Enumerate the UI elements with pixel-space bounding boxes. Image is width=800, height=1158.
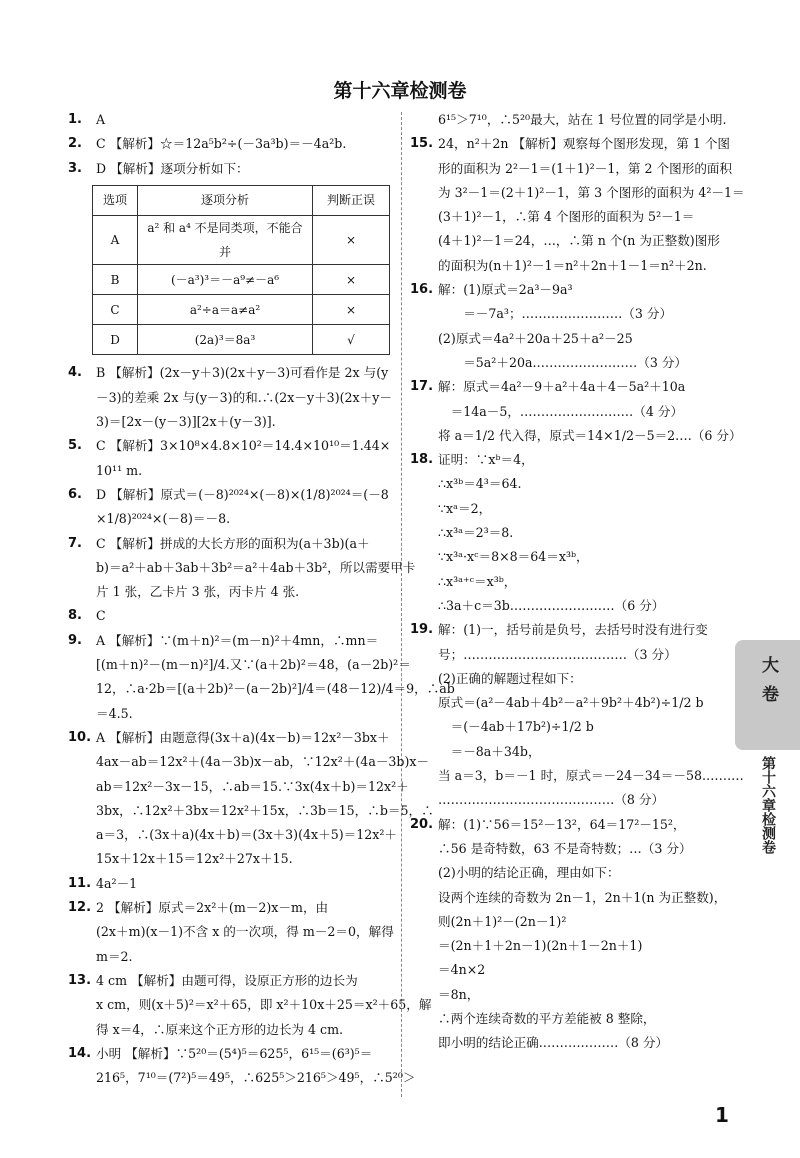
table-row [93, 295, 390, 325]
question-14 [68, 1042, 416, 1091]
answer-line: ab＝12x²－3x－15，∴ab＝15.∵3x(4x＋b)＝12x²＋ [96, 778, 409, 794]
question-number: 2. [68, 136, 82, 152]
answer-line: 即小明的结论正确.………………（8 分） [438, 1035, 669, 1051]
answer-line: x cm，则(x＋5)²＝x²＋65，即 x²＋10x＋25＝x²＋65，解 [96, 997, 432, 1013]
answer-line: 4a²－1 [96, 875, 138, 891]
answer-line: 为 3²－1＝(2＋1)²－1，第 3 个图形的面积为 4²－1＝ [438, 184, 745, 200]
question-number: 5. [68, 438, 82, 454]
table-cell: (－a³)³＝－a⁹≠－a⁶ [138, 265, 313, 295]
answer-line: ＝4.5. [96, 705, 133, 721]
answer-line: A [96, 112, 106, 127]
table-header: 判断正误 [313, 185, 390, 215]
question-number: 7. [68, 535, 82, 551]
answer-line: ＝－8a＋34b， [438, 743, 541, 759]
question-number: 10. [68, 729, 92, 745]
question-11 [68, 872, 393, 896]
answer-line: 24，n²＋2n 【解析】观察每个图形发现，第 1 个图 [438, 136, 731, 152]
question-8 [68, 604, 393, 628]
page-title: 第十六章检测卷 [333, 80, 467, 102]
answer-line: ……………………………………（8 分） [438, 792, 665, 808]
answer-line: ＝－7a³；……………………（3 分） [438, 306, 673, 322]
answer-line: ∴56 是奇特数，63 不是奇特数；…（3 分） [438, 840, 692, 856]
table-cell: (2a)³＝8a³ [138, 325, 313, 355]
answer-line: ∴3a＋c＝3b.……………………（6 分） [438, 597, 665, 613]
question-1 [68, 108, 393, 132]
table-cell: D [93, 325, 138, 355]
answer-line: 15x＋12x＋15＝12x²＋27x＋15. [96, 851, 293, 867]
answer-line: 12，∴a·2b＝[(a＋2b)²－(a－2b)²]/4＝(48－12)/4＝9，∴ab [96, 681, 455, 697]
table-cell: × [313, 215, 390, 265]
question-number: 15. [410, 136, 434, 152]
analysis-table [92, 185, 390, 356]
side-tab [735, 640, 800, 750]
answer-line: －3)的差乘 2x 与(y－3)的和.∴(2x－y＋3)(2x＋y－ [96, 389, 392, 405]
table-header: 选项 [93, 185, 138, 215]
question-19 [410, 618, 744, 812]
answer-line: ∴x³ᵃ＝2³＝8. [438, 525, 514, 541]
answer-line: 3bx，∴12x²＋3bx＝12x²＋15x，∴3b＝15，∴b＝5，∴ [96, 802, 434, 818]
table-cell: a² 和 a⁴ 不是同类项，不能合并 [138, 215, 313, 265]
answer-line: ∴x³ᵇ＝4³＝64. [438, 476, 522, 492]
answer-line: 3)＝[2x－(y－3)][2x＋(y－3)]. [96, 414, 276, 430]
answer-line: 的面积为(n＋1)²－1＝n²＋2n＋1－1＝n²＋2n. [438, 257, 707, 273]
answer-line: 解：原式＝4a²－9＋a²＋4a＋4－5a²＋10a [438, 379, 686, 395]
answer-line: ∴x³ᵃ⁺ᶜ＝x³ᵇ， [438, 573, 517, 589]
answer-line: 2 【解析】原式＝2x²＋(m－2)x－m，由 [96, 900, 329, 916]
answer-line: 6¹⁵＞7¹⁰，∴5²⁰最大，站在 1 号位置的同学是小明. [438, 112, 727, 127]
question-7 [68, 532, 416, 605]
question-number: 1. [68, 112, 82, 127]
question-13 [68, 969, 432, 1042]
question-number: 13. [68, 972, 92, 988]
answer-line: 解：(1)一，括号前是负号，去括号时没有进行变 [438, 622, 708, 638]
answer-line: B 【解析】(2x－y＋3)(2x＋y－3)可看作是 2x 与(y [96, 365, 389, 381]
answer-line: (2)小明的结论正确，理由如下： [438, 865, 620, 881]
table-cell: × [313, 265, 390, 295]
right-column [410, 108, 745, 1056]
question-6 [68, 483, 393, 532]
answer-line: ×1/8)²⁰²⁴×(－8)＝－8. [96, 511, 231, 527]
table-cell: a²÷a＝a≠a² [138, 295, 313, 325]
question-number: 6. [68, 486, 82, 502]
answer-line: ＝8n， [438, 986, 480, 1002]
question-number: 3. [68, 160, 82, 176]
question-12 [68, 896, 393, 969]
answer-line: 解：(1)∵56＝15²－13²，64＝17²－15²， [438, 816, 686, 832]
answer-line: C 【解析】☆＝12a⁵b²÷(－3a³b)＝－4a²b. [96, 136, 347, 152]
answer-line: ＝(2n＋1＋2n－1)(2n＋1－2n＋1) [438, 938, 643, 954]
table-cell: C [93, 295, 138, 325]
question-number: 8. [68, 608, 82, 624]
question-number: 11. [68, 875, 92, 891]
question-20 [410, 813, 730, 1056]
table-cell: A [93, 215, 138, 265]
column-divider [401, 112, 402, 1097]
question-number: 9. [68, 632, 82, 648]
question-number: 17. [410, 379, 434, 395]
question-17 [410, 375, 742, 448]
answer-line: ∵xᵃ＝2， [438, 500, 492, 516]
answer-line: 解：(1)原式＝2a³－9a³ [438, 282, 573, 298]
answer-line: ∴两个连续奇数的平方差能被 8 整除， [438, 1010, 656, 1026]
answer-line: ＝4n×2 [438, 962, 486, 978]
answer-line: D 【解析】逐项分析如下： [96, 160, 249, 176]
answer-line: (2x＋m)(x－1)不含 x 的一次项，得 m－2＝0，解得 [96, 924, 394, 940]
table-cell: √ [313, 325, 390, 355]
answer-line: (2)原式＝4a²＋20a＋25＋a²－25 [438, 330, 633, 346]
answer-line: 得 x＝4，∴原来这个正方形的边长为 4 cm. [96, 1021, 344, 1037]
page-number: 1 [715, 1103, 729, 1127]
table-cell: × [313, 295, 390, 325]
question-number: 14. [68, 1045, 92, 1061]
answer-line: 小明 【解析】∵5²⁰＝(5⁴)⁵＝625⁵，6¹⁵＝(6³)⁵＝ [96, 1045, 373, 1061]
table-row [93, 215, 390, 265]
answer-line: 10¹¹ m. [96, 462, 143, 478]
answer-line: a＝3，∴(3x＋a)(4x＋b)＝(3x＋3)(4x＋5)＝12x²＋ [96, 827, 397, 843]
answer-line: ＝(－4ab＋17b²)÷1/2 b [438, 719, 594, 735]
question-18 [410, 448, 730, 618]
answer-line: 当 a＝3，b＝－1 时，原式＝－24－34＝－58.……… [438, 768, 744, 784]
question-15 [410, 132, 745, 278]
side-chapter-label: 第十六章检测卷 [760, 756, 776, 854]
table-row [93, 265, 390, 295]
question-2 [68, 132, 393, 156]
answer-line: 号；…………………………………（3 分） [438, 646, 677, 662]
question-number: 16. [410, 282, 434, 298]
table-cell: B [93, 265, 138, 295]
answer-line: A 【解析】由题意得(3x＋a)(4x－b)＝12x²－3bx＋ [96, 729, 390, 745]
answer-line: (4＋1)²－1＝24，…，∴第 n 个(n 为正整数)图形 [438, 233, 720, 249]
table-row [93, 325, 390, 355]
question-16 [410, 278, 730, 375]
answer-line: ∵x³ᵃ·xᶜ＝8×8＝64＝x³ᵇ， [438, 549, 589, 565]
answer-line: ＝5a²＋20a.……………………（3 分） [438, 354, 688, 370]
answer-line: D 【解析】原式＝(－8)²⁰²⁴×(－8)×(1/8)²⁰²⁴＝(－8 [96, 486, 389, 502]
answer-line: C [96, 608, 106, 624]
answer-line: (2)正确的解题过程如下： [438, 670, 582, 686]
answer-line: 证明：∵xᵇ＝4， [438, 452, 534, 468]
answer-line: 4ax－ab＝12x²＋(4a－3b)x－ab，∵12x²＋(4a－3b)x－ [96, 754, 430, 770]
question-14-continued [410, 108, 730, 132]
answer-line: 原式＝(a²－4ab＋4b²－a²＋9b²＋4b²)÷1/2 b [438, 695, 704, 711]
question-3 [68, 157, 393, 181]
answer-line: b)＝a²＋ab＋3ab＋3b²＝a²＋4ab＋3b²，所以需要甲卡 [96, 559, 416, 575]
question-4 [68, 361, 393, 434]
table-header: 逐项分析 [138, 185, 313, 215]
side-tab-label: 大卷 [758, 656, 778, 714]
answer-line: ＝14a－5，………………………（4 分） [438, 403, 684, 419]
answer-line: 形的面积为 2²－1＝(1＋1)²－1，第 2 个图形的面积 [438, 160, 733, 176]
question-number: 12. [68, 900, 92, 916]
question-5 [68, 434, 393, 483]
question-number: 20. [410, 816, 434, 832]
answer-line: 216⁵，7¹⁰＝(7²)⁵＝49⁵，∴625⁵＞216⁵＞49⁵，∴5²⁰＞ [96, 1070, 416, 1086]
answer-line: [(m＋n)²－(m－n)²]/4.又∵(a＋2b)²＝48，(a－2b)²＝ [96, 657, 411, 673]
question-number: 18. [410, 452, 434, 468]
answer-line: m＝2. [96, 948, 133, 964]
answer-line: 片 1 张，乙卡片 3 张，丙卡片 4 张. [96, 584, 300, 600]
answer-line: 4 cm 【解析】由题可得，设原正方形的边长为 [96, 972, 358, 988]
answer-line: C 【解析】3×10⁸×4.8×10²＝14.4×10¹⁰＝1.44× [96, 438, 391, 454]
answer-line: 设两个连续的奇数为 2n－1，2n＋1(n 为正整数)， [438, 889, 727, 905]
answer-line: C 【解析】拼成的大长方形的面积为(a＋3b)(a＋ [96, 535, 370, 551]
question-number: 4. [68, 365, 82, 381]
question-number: 19. [410, 622, 434, 638]
answer-line: 将 a＝1/2 代入得，原式＝14×1/2－5＝2.…（6 分） [438, 427, 742, 443]
answer-line: (3＋1)²－1，∴第 4 个图形的面积为 5²－1＝ [438, 209, 695, 225]
answer-line: 则(2n＋1)²－(2n－1)² [438, 913, 567, 929]
answer-line: A 【解析】∵(m＋n)²＝(m－n)²＋4mn，∴mn＝ [96, 632, 379, 648]
